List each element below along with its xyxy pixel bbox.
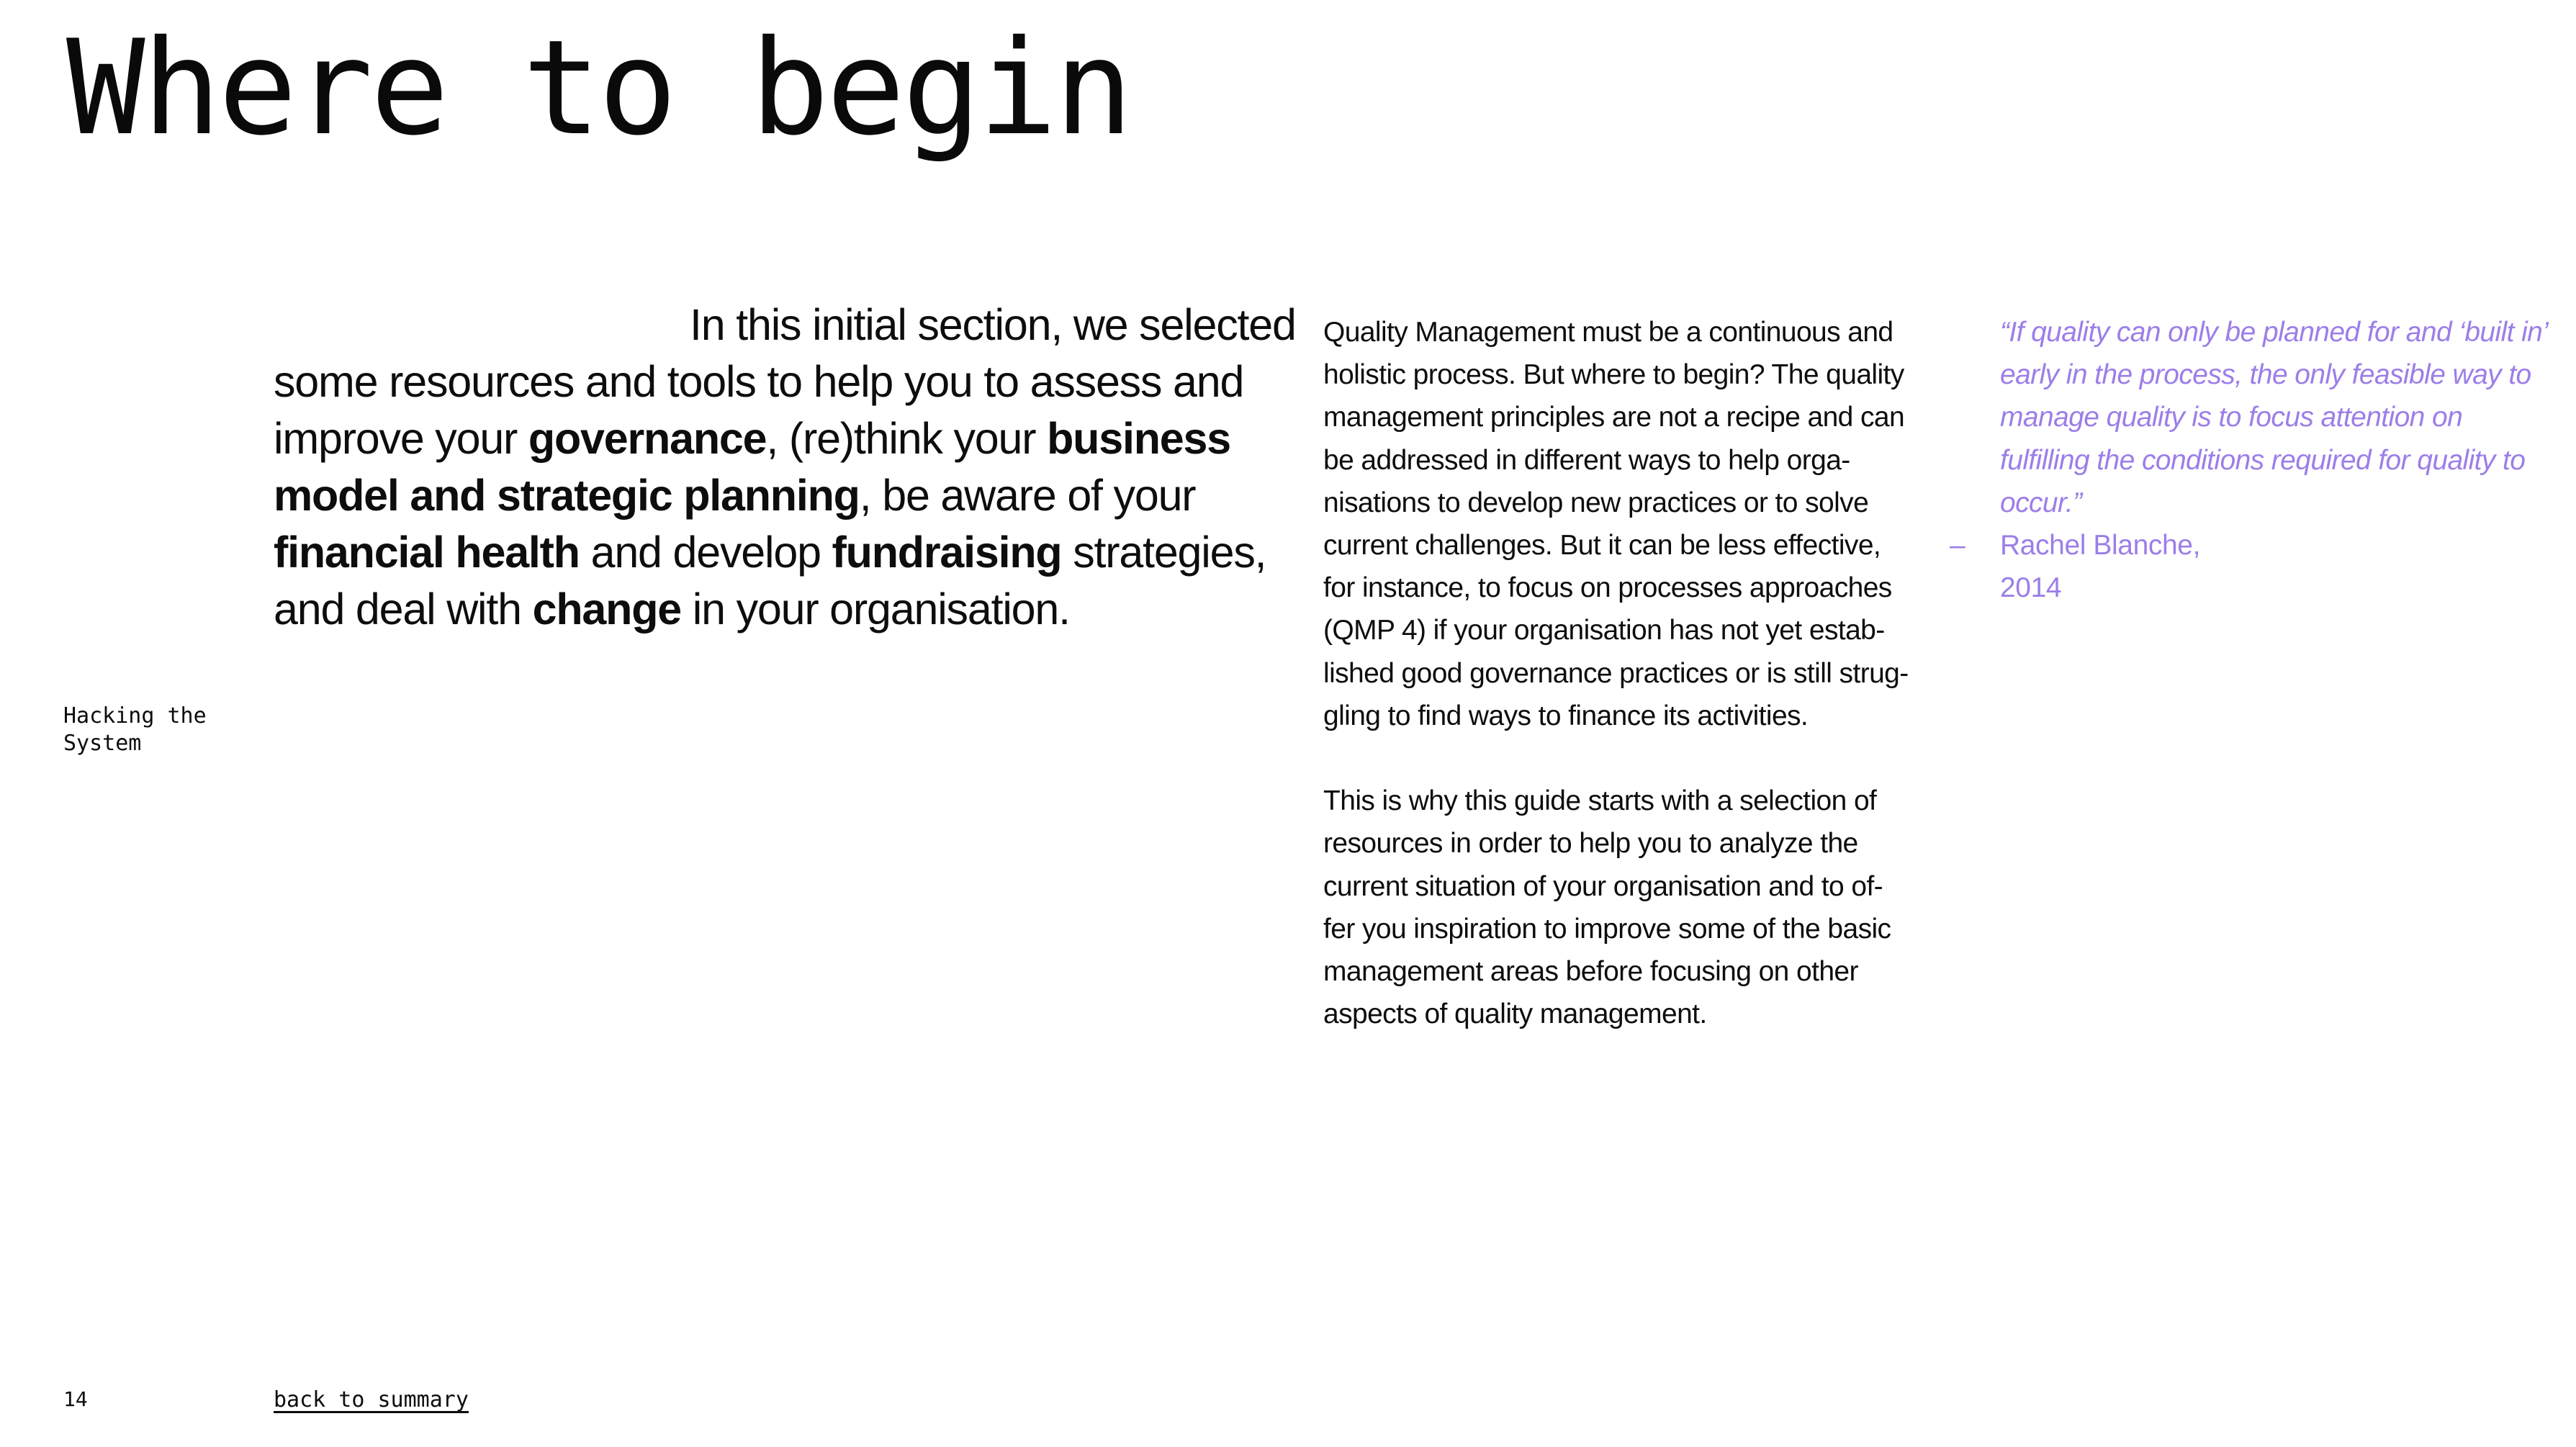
section-label-line: Hacking the bbox=[63, 703, 207, 729]
body-paragraph: Quality Management must be a continuous and holistic process. But where to begin? The quality management principles are not a recipe and can be addressed in different ways to help orga-nisations to develop new practices or to solve current challenges. But it can be less effective, for instance, to focus on processes approaches (QMP 4) if your organisation has not yet estab-lished good governance practices or is still strug-gling to find ways to finance its activities. bbox=[1323, 317, 1909, 731]
intro-text: and develop bbox=[579, 528, 832, 577]
intro-keyword: business model and strategic planning bbox=[274, 414, 1230, 520]
intro-keyword: governance bbox=[528, 414, 767, 463]
back-to-summary-link[interactable]: back to summary bbox=[274, 1387, 469, 1412]
intro-keyword: change bbox=[532, 585, 681, 634]
intro-text: strategies, and deal with bbox=[274, 528, 1266, 634]
pull-quote: “If quality can only be planned for and ‘built in’ early in the process, the only feasible way to manage quality is to focus attention on fulfilling the conditions required for quality to occur.” bbox=[2000, 317, 2547, 518]
page-title: Where to begin bbox=[66, 12, 1131, 164]
intro-keyword: fundraising bbox=[832, 528, 1062, 577]
intro-text: , (re)think your bbox=[766, 414, 1048, 463]
page-number: 14 bbox=[63, 1387, 88, 1411]
intro-text: in your organisation. bbox=[681, 585, 1070, 634]
quote-dash: – bbox=[1950, 530, 1965, 561]
quote-attribution bbox=[2000, 524, 2288, 609]
intro-text: In this initial section, we selected some resources and tools to help you to assess and improve your bbox=[274, 300, 1296, 463]
intro-keyword: financial health bbox=[274, 528, 580, 577]
quote-year: 2014 bbox=[2000, 572, 2062, 604]
intro-text: , be aware of your bbox=[859, 471, 1196, 520]
body-paragraph: This is why this guide starts with a selection of resources in order to help you to analyze the current situation of your organisation and to of-fer you inspiration to improve some of the basic management areas before focusing on other aspects of quality management. bbox=[1323, 785, 1891, 1030]
section-label bbox=[63, 703, 222, 757]
section-label-line: System bbox=[63, 731, 142, 756]
quote-author: Rachel Blanche, bbox=[2000, 530, 2201, 561]
body-text-column bbox=[1323, 311, 1914, 1035]
intro-paragraph bbox=[274, 297, 1296, 638]
